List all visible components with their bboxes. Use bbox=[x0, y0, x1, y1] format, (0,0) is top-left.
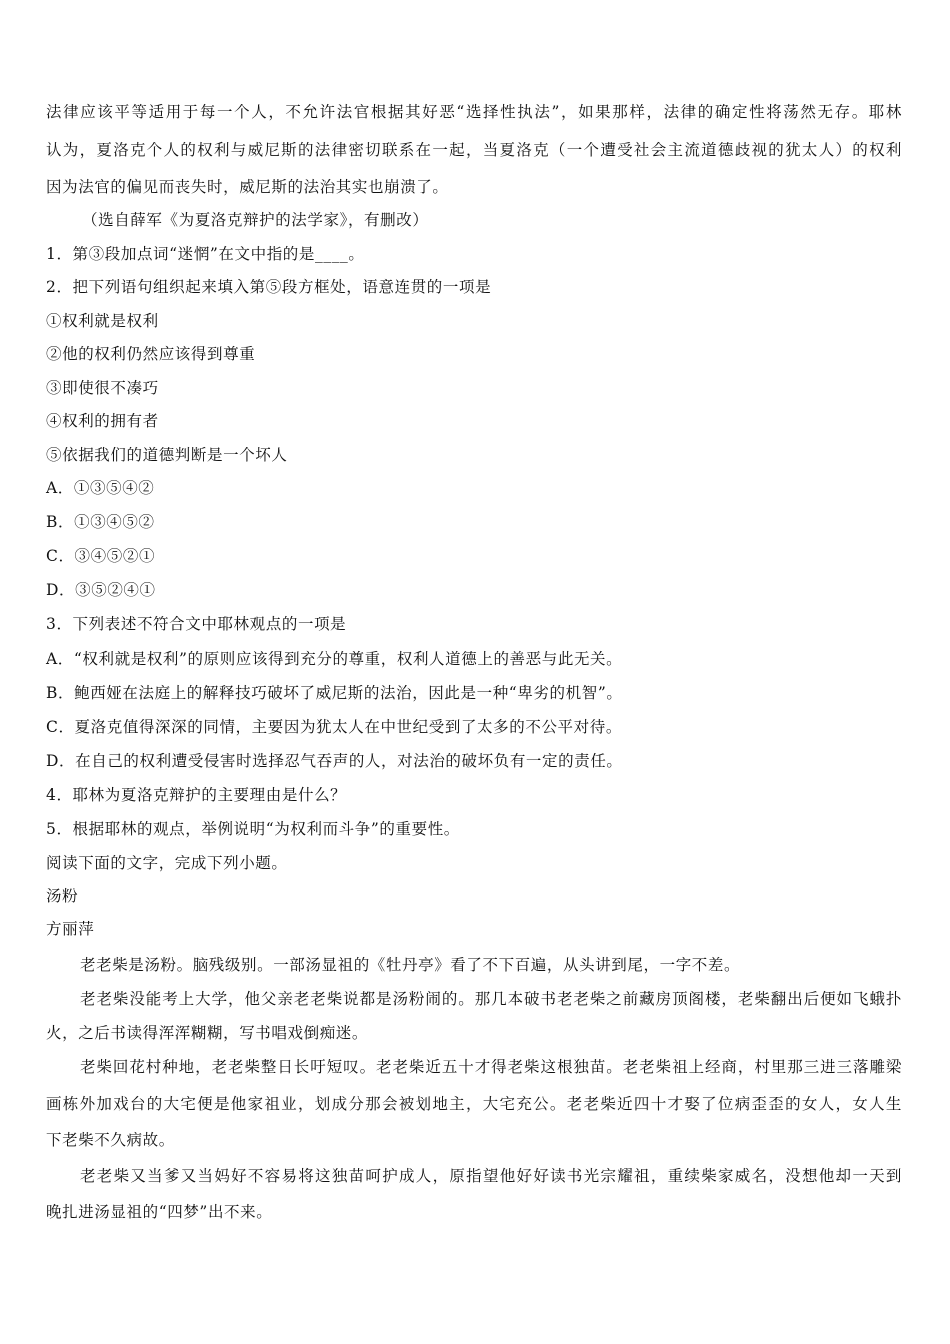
question-2: 2．把下列语句组织起来填入第⑤段方框处，语意连贯的一项是 bbox=[46, 278, 492, 296]
q3-option-a: A．“权利就是权利”的原则应该得到充分的尊重，权利人道德上的善恶与此无关。 bbox=[46, 650, 623, 668]
question-5: 5．根据耶林的观点，举例说明“为权利而斗争”的重要性。 bbox=[46, 820, 460, 838]
q2-item-5: ⑤依据我们的道德判断是一个坏人 bbox=[46, 446, 288, 464]
q2-item-4: ④权利的拥有者 bbox=[46, 412, 159, 430]
story-author: 方丽萍 bbox=[46, 920, 95, 938]
essay-line-2: 认为，夏洛克个人的权利与威尼斯的法律密切联系在一起，当夏洛克（一个遭受社会主流道德歧视的犹太人）的权利 bbox=[46, 141, 902, 159]
q2-item-2: ②他的权利仍然应该得到尊重 bbox=[46, 345, 256, 363]
q3-option-c: C．夏洛克值得深深的同情，主要因为犹太人在中世纪受到了太多的不公平对待。 bbox=[46, 718, 622, 736]
story-paragraph-3-line-1: 老柴回花村种地，老老柴整日长吁短叹。老老柴近五十才得老柴这根独苗。老老柴祖上经商，村里那三进三落雕梁 bbox=[80, 1058, 902, 1076]
q2-option-d: D．③⑤②④① bbox=[46, 581, 156, 599]
story-paragraph-4-line-2: 晚扎进汤显祖的“四梦”出不来。 bbox=[46, 1203, 273, 1221]
question-4: 4．耶林为夏洛克辩护的主要理由是什么？ bbox=[46, 786, 347, 804]
story-paragraph-4-line-1: 老老柴又当爹又当妈好不容易将这独苗呵护成人，原指望他好好读书光宗耀祖，重续柴家威名，没想他却一天到 bbox=[80, 1167, 902, 1185]
story-paragraph-3-line-2: 画栋外加戏台的大宅便是他家祖业，划成分那会被划地主，大宅充公。老老柴近四十才娶了位病歪歪的女人，女人生 bbox=[46, 1095, 902, 1113]
q3-option-d: D．在自己的权利遭受侵害时选择忍气吞声的人，对法治的破坏负有一定的责任。 bbox=[46, 752, 623, 770]
story-paragraph-2-line-1: 老老柴没能考上大学，他父亲老老柴说都是汤粉闹的。那几本破书老老柴之前藏房顶阁楼，老柴翻出后便如飞蛾扑 bbox=[80, 990, 902, 1008]
story-paragraph-2-line-2: 火，之后书读得浑浑糊糊，写书唱戏倒痴迷。 bbox=[46, 1024, 369, 1042]
story-title: 汤粉 bbox=[46, 887, 79, 905]
q2-item-1: ①权利就是权利 bbox=[46, 312, 159, 330]
story-paragraph-3-line-3: 下老柴不久病故。 bbox=[46, 1131, 175, 1149]
essay-line-3: 因为法官的偏见而丧失时，威尼斯的法治其实也崩溃了。 bbox=[46, 178, 449, 196]
q3-option-b: B．鲍西娅在法庭上的解释技巧破坏了威尼斯的法治，因此是一种“卑劣的机智”。 bbox=[46, 684, 623, 702]
question-3: 3．下列表述不符合文中耶林观点的一项是 bbox=[46, 615, 347, 633]
question-1: 1．第③段加点词“迷惘”在文中指的是____。 bbox=[46, 245, 365, 263]
story-paragraph-1: 老老柴是汤粉。脑残级别。一部汤显祖的《牡丹亭》看了不下百遍，从头讲到尾，一字不差。 bbox=[80, 956, 741, 974]
q2-item-3: ③即使很不凑巧 bbox=[46, 379, 159, 397]
q2-option-a: A．①③⑤④② bbox=[46, 479, 155, 497]
essay-line-1: 法律应该平等适用于每一个人，不允许法官根据其好恶“选择性执法”，如果那样，法律的确定性将荡然无存。耶林 bbox=[46, 103, 902, 121]
reading-instruction: 阅读下面的文字，完成下列小题。 bbox=[46, 854, 288, 872]
q2-option-c: C．③④⑤②① bbox=[46, 547, 156, 565]
q2-option-b: B．①③④⑤② bbox=[46, 513, 155, 531]
essay-source: （选自薛军《为夏洛克辩护的法学家》，有删改） bbox=[82, 211, 429, 229]
